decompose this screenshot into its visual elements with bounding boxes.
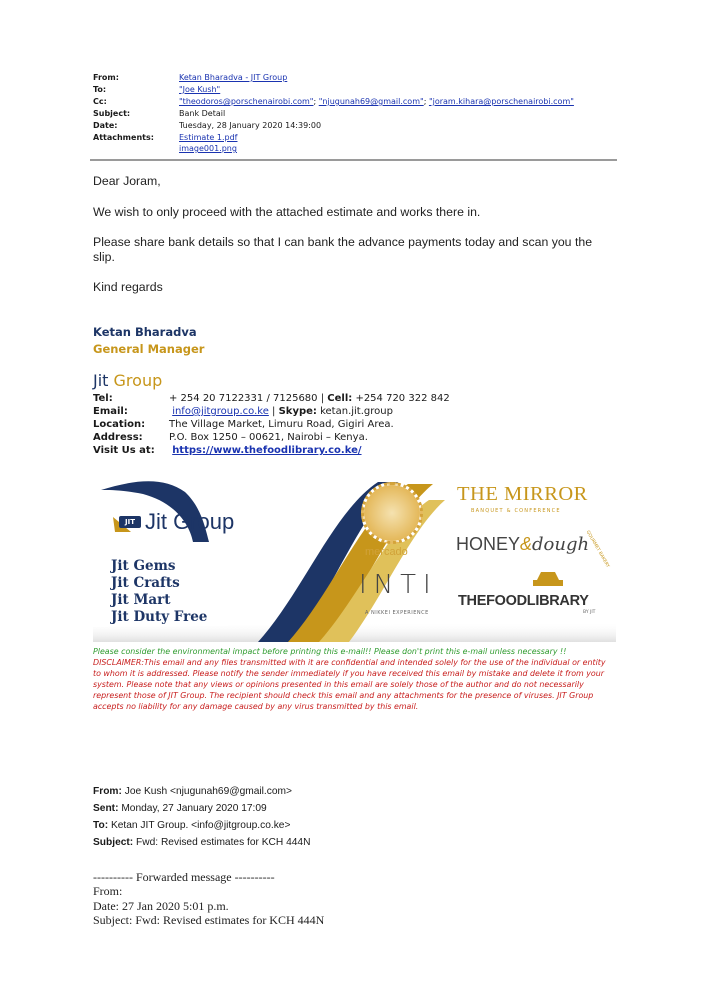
logo-group-text: Group bbox=[113, 371, 163, 390]
inti-text: INTI bbox=[359, 570, 438, 600]
body-paragraph-2: Please share bank details so that I can bank the advance payments today and scan you the slip. bbox=[93, 235, 593, 264]
closing: Kind regards bbox=[93, 280, 163, 294]
forwarded-from: From: bbox=[93, 884, 123, 898]
tel-value: + 254 20 7122331 / 7125680 bbox=[169, 393, 318, 404]
website-value bbox=[169, 444, 362, 457]
fwd-subject-value: Fwd: Revised estimates for KCH 444N bbox=[136, 837, 311, 848]
cc-separator: ; bbox=[313, 97, 319, 106]
logo-jit-text: Jit bbox=[93, 371, 109, 390]
signature-title: General Manager bbox=[93, 342, 205, 356]
division-jit-duty-free: Jit Duty Free bbox=[111, 609, 208, 625]
skype-label: Skype: bbox=[278, 406, 317, 417]
tel-label: Tel: bbox=[93, 393, 113, 404]
mirror-subtitle: BANQUET & CONFERENCE bbox=[471, 508, 561, 514]
mercado-emblem-icon bbox=[361, 482, 423, 544]
fwd-from-label: From: bbox=[93, 786, 122, 797]
cell-label: Cell: bbox=[327, 393, 353, 404]
environmental-notice: Please consider the environmental impact before printing this e-mail!! Please don't print this e-mail unless necessary !! bbox=[93, 647, 567, 656]
forwarded-marker: ---------- Forwarded message ---------- bbox=[93, 870, 275, 884]
address-label: Address: bbox=[93, 432, 143, 443]
tel-cell-value: + 254 20 7122331 / 7125680 | Cell: +254 720 322 842 bbox=[169, 393, 450, 404]
signature-name: Ketan Bharadva bbox=[93, 325, 197, 339]
fwd-from-row bbox=[93, 785, 292, 799]
fwd-to-row bbox=[93, 819, 290, 833]
header-subject-label: Subject: bbox=[93, 109, 131, 118]
fwd-to-label: To: bbox=[93, 820, 109, 831]
header-from-label: From: bbox=[93, 73, 119, 82]
attachment-image-link[interactable]: image001.png bbox=[179, 144, 237, 153]
greeting: Dear Joram, bbox=[93, 174, 161, 188]
cell-value: +254 720 322 842 bbox=[355, 393, 450, 404]
website-link[interactable]: https://www.thefoodlibrary.co.ke/ bbox=[172, 445, 362, 456]
fwd-from-value: Joe Kush <njugunah69@gmail.com> bbox=[124, 786, 292, 797]
forwarded-subject: Subject: Fwd: Revised estimates for KCH 444N bbox=[93, 913, 325, 927]
cc-separator: ; bbox=[423, 97, 429, 106]
header-cc-label: Cc: bbox=[93, 97, 107, 106]
location-label: Location: bbox=[93, 419, 146, 430]
header-to-link[interactable]: "Joe Kush" bbox=[179, 85, 221, 94]
gourmet-text: GOURMET BAKERY bbox=[584, 530, 610, 569]
jit-group-banner bbox=[93, 472, 616, 642]
visit-label: Visit Us at: bbox=[93, 445, 155, 456]
cc-link-njugunah[interactable]: "njugunah69@gmail.com" bbox=[318, 97, 424, 106]
header-attachments-label: Attachments: bbox=[93, 133, 154, 142]
fwd-to-value: Ketan JIT Group. <info@jitgroup.co.ke> bbox=[110, 820, 291, 831]
fwd-subject-label: Subject: bbox=[93, 837, 134, 848]
inti-subtitle: A NIKKEI EXPERIENCE bbox=[365, 610, 429, 616]
header-date-value: Tuesday, 28 January 2020 14:39:00 bbox=[179, 121, 322, 130]
honey-text: HONEY bbox=[456, 534, 521, 554]
cc-link-joram[interactable]: "joram.kihara@porschenairobi.com" bbox=[428, 97, 574, 106]
division-jit-gems: Jit Gems bbox=[111, 558, 176, 574]
header-subject-value: Bank Detail bbox=[179, 109, 226, 118]
location-value: The Village Market, Limuru Road, Gigiri Area. bbox=[169, 419, 394, 430]
honey-dough-logo: HONEY&dough bbox=[456, 534, 590, 555]
email-link[interactable]: info@jitgroup.co.ke bbox=[172, 406, 269, 417]
skype-value: ketan.jit.group bbox=[320, 406, 393, 417]
body-paragraph-1: We wish to only proceed with the attached estimate and works there in. bbox=[93, 205, 481, 219]
address-value: P.O. Box 1250 – 00621, Nairobi – Kenya. bbox=[169, 432, 368, 443]
header-date-label: Date: bbox=[93, 121, 118, 130]
header-cc-value bbox=[179, 96, 574, 108]
fwd-sent-row bbox=[93, 802, 267, 816]
disclaimer-text: DISCLAIMER:This email and any files transmitted with it are confidential and intended solely for the use of the individual or entity to whom it is addressed. Please notify the sender immediately if you have received this email by mistake and delete it from your system. Please note that any views or opinions presented in this email are solely those of the author and do not necessarily represent those of JIT Group. The recipient should check this email and any attachments for the presence of viruses. JIT Group accepts no liability for any damage caused by any virus transmitted by this email. bbox=[93, 658, 606, 711]
jit-badge: JIT bbox=[119, 516, 141, 528]
cc-link-theodoros[interactable]: "theodoros@porschenairobi.com" bbox=[179, 97, 314, 106]
food-library-subtitle: BY JIT bbox=[583, 610, 596, 615]
email-skype-value: info@jitgroup.co.ke | Skype: ketan.jit.group bbox=[172, 406, 393, 417]
banner-divisions bbox=[111, 558, 207, 626]
fwd-subject-row bbox=[93, 836, 310, 850]
mercado-text: mercado bbox=[365, 546, 408, 558]
header-from-link[interactable]: Ketan Bharadva - JIT Group bbox=[179, 73, 288, 82]
banner-jit-group-text: Jit Group bbox=[145, 509, 235, 534]
fwd-sent-value: Monday, 27 January 2020 17:09 bbox=[121, 803, 267, 814]
jit-group-logo bbox=[93, 371, 162, 390]
header-to-label: To: bbox=[93, 85, 107, 94]
dough-text: dough bbox=[532, 534, 590, 555]
header-divider bbox=[90, 159, 617, 161]
division-jit-crafts: Jit Crafts bbox=[111, 575, 180, 591]
fwd-sent-label: Sent: bbox=[93, 803, 119, 814]
division-jit-mart: Jit Mart bbox=[111, 592, 171, 608]
forwarded-date: Date: 27 Jan 2020 5:01 p.m. bbox=[93, 899, 229, 913]
food-library-text: THEFOODLIBRARY bbox=[458, 593, 589, 609]
mirror-text: THE MIRROR bbox=[457, 483, 588, 505]
attachment-estimate-link[interactable]: Estimate 1.pdf bbox=[179, 133, 238, 142]
email-label: Email: bbox=[93, 406, 128, 417]
